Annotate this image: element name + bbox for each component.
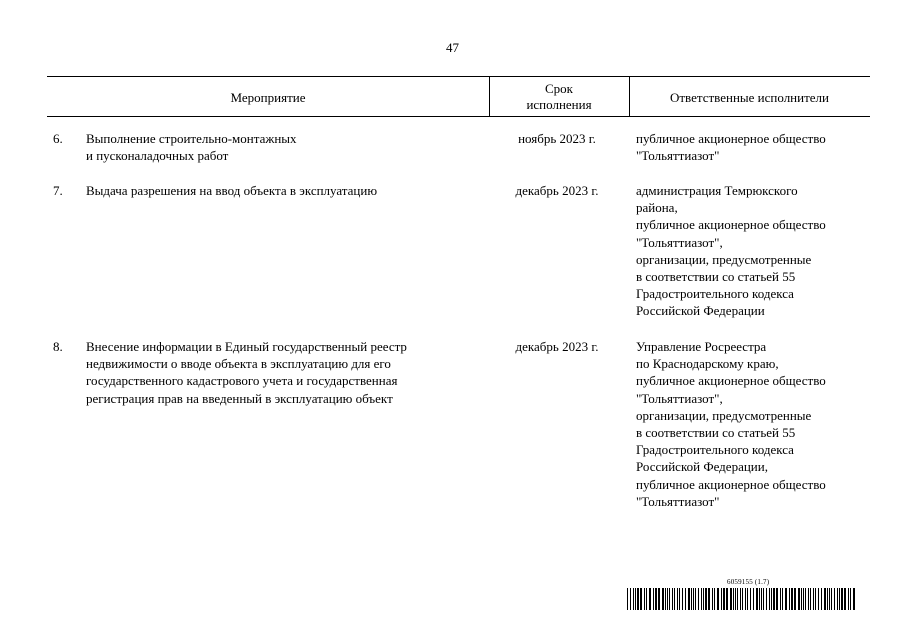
- row-activity: Внесение информации в Единый государственный реестр недвижимости о вводе объекта в эксплуатацию для его государственного кадастрового учета и государственная регистрация прав на введенный в эксплуатацию объект: [86, 339, 407, 406]
- row-deadline: декабрь 2023 г.: [515, 339, 599, 354]
- row-number: 6.: [53, 131, 63, 146]
- header-bottom-rule: [47, 116, 870, 117]
- row-responsible: администрация Темрюкского района, публичное акционерное общество "Тольяттиазот", организации, предусмотренные в соответствии со статьей 55 Градостроительного кодекса Российской Федерации: [636, 183, 826, 319]
- barcode: [627, 588, 859, 610]
- barcode-label: 6059155 (1.7): [727, 578, 770, 586]
- header-deadline: [489, 81, 629, 113]
- row-responsible: публичное акционерное общество "Тольяттиазот": [636, 131, 826, 164]
- row-deadline: декабрь 2023 г.: [515, 183, 599, 198]
- row-deadline: ноябрь 2023 г.: [518, 131, 596, 146]
- row-activity: Выполнение строительно-монтажных и пусконаладочных работ: [86, 131, 297, 164]
- header-responsible: Ответственные исполнители: [669, 90, 829, 105]
- row-number: 8.: [53, 339, 63, 354]
- header-activity: Мероприятие: [230, 90, 306, 105]
- table-top-rule: [47, 76, 870, 77]
- row-activity: Выдача разрешения на ввод объекта в эксплуатацию: [86, 183, 378, 198]
- header-deadline-line1: Срок: [545, 81, 573, 96]
- row-responsible: Управление Росреестра по Краснодарскому краю, публичное акционерное общество "Тольяттиазот", организации, предусмотренные в соответствии со статьей 55 Градостроительного кодекса Российской Федерации, публичное акционерное общество "Тольяттиазот": [636, 339, 826, 509]
- page-number: 47: [446, 40, 459, 55]
- row-number: 7.: [53, 183, 63, 198]
- header-deadline-line2: исполнения: [526, 97, 592, 112]
